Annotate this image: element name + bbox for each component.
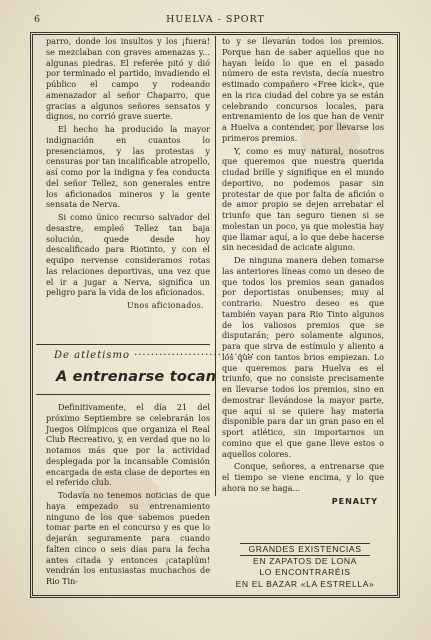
advert-line: EN ZAPATOS DE LONA — [253, 556, 357, 567]
article-paragraph: to y se llevarán todos los premios. Porque han de saber aquellos que no hayan leído lo que en el pasado número de esta revista, decía nuestro estimado compañero «Free kick», que en la rica ciudad del cobre ya se están celebrando concursos locales, para entrenamiento de los que han de venir a Huelva a contender, por llevarse los primeros premios. — [222, 36, 384, 143]
publication-title: HUELVA - SPORT — [166, 14, 265, 25]
article-paragraph: Todavía no tenemos noticias de que haya empezado su entrenamiento ninguno de los que sabemos pueden tomar parte en el concurso y es que lo dejarán seguramente para cuando falten cinco o seis días para la fecha antes citada y entonces ¡cataplúm! vendrán los entusiastas muchachos de Rio Tin- — [46, 490, 210, 586]
section-label-text: De atletismo — [54, 350, 131, 361]
advert-line: EN EL BAZAR «LA ESTRELLA» — [235, 578, 375, 589]
article-paragraph: parro, donde los insultos y los ¡fuera! se mezclaban con graves amenazas y... algunas piedras. El referée pitó y dió por terminado el partido, invadiendo el público el campo y rodeando amenazador al señor Chaparro, que gracias a algunos señores sensatos y dignos, no corrió grave suerte. — [46, 36, 210, 122]
article-paragraph: Y, como es muy natural, nosotros que queremos que nuestra querida ciudad brille y signifique en el mundo deportivo, no podemos pasar sin protestar de que por falta de afición o de amor propio se dejen arrebatar el triunfo que tan seguro tienen si se molestan un poco, ya que molestia hay que llamar aquí, a lo que debe hacerse sin necesidad de acicate alguno. — [222, 145, 384, 253]
title-underline — [36, 394, 210, 395]
column-divider — [215, 36, 216, 496]
article-paragraph: Si como único recurso salvador del desastre, empleó Tellez tan baja solución, quede desde hoy descalificado para Riotinto, y con el equipo nervense consideramos rotas las relaciones deportivas, una vez que el ir a jugar a Nerva, significa un peligro para la vida de los aficionados. — [46, 212, 210, 298]
article-paragraph: De ninguna manera deben tomarse las anteriores líneas como un deseo de que todos los premios sean ganados por deportistas onubenses; muy al contrario. Nuestro deseo es que también vayan para Rio Tinto algunos de los valiosos premios que se disputarán; pero solamente algunos, para que sirva de estímulo y aliento a los que con tantos brios empiezan. Lo que queremos para Huelva es el triunfo, que no consiste precisamente en llevarse todos los premios, sino en demostrar llevándose la mayor parte, que aquí si se quiere hay materia disponible para dar un gran paso en el sport atlético, sin importarnos un comino que el que gane lleve estos o aquellos colores. — [222, 255, 384, 459]
section-divider — [36, 344, 210, 345]
article-signature: PENALTY — [331, 496, 378, 506]
page-number: 6 — [34, 14, 41, 25]
article-paragraph: Definitivamente, el día 21 del próximo Septiembre se celebrarán los Juegos Olímpicos que organiza el Real Club Recreativo, y, en verdad que no lo notamos más que por la actividad desplegada por la incansable Comisión encargada de esta clase de deportes en el referido club. — [46, 402, 210, 488]
article-paragraph: Conque, señores, a entrenarse que el tiempo se viene encima, y lo que ahora no se haga... — [222, 461, 384, 493]
article-paragraph: El hecho ha producido la mayor indignación en cuantos lo presenciamos, y las protestas y censuras por tan incalificable atropello, así como por la indigna y fea conducta del señor Tellez, son generales entre los aficionados mineros y la gente sensata de Nerva. — [46, 124, 210, 210]
article-title: A entrenarse tocan — [56, 369, 217, 385]
left-column-top — [46, 36, 210, 312]
left-column-bottom — [46, 402, 210, 587]
ornament-dots: ····························· — [134, 350, 256, 361]
right-column — [222, 36, 384, 507]
page-header — [28, 14, 403, 28]
advert-line: GRANDES EXISTENCIAS — [248, 544, 362, 554]
article-signature: Unos aficionados. — [126, 301, 204, 310]
advert-line: LO ENCONTRARÉIS — [259, 567, 351, 578]
advertisement — [230, 543, 380, 590]
